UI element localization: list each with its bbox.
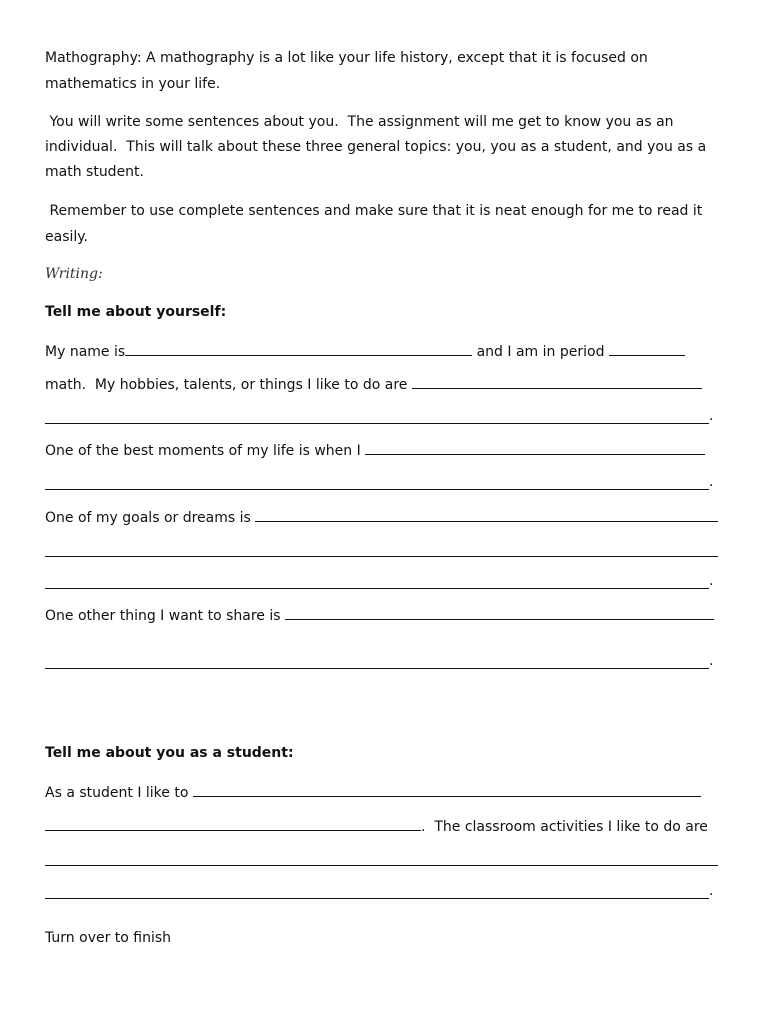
- activities-blank-1[interactable]: [45, 865, 718, 866]
- goals-continuation-blank-1[interactable]: [45, 556, 718, 557]
- activities-blank-2[interactable]: [45, 898, 709, 899]
- intro-line-4: individual. This will talk about these three general topics: you, you as a student, and you as a: [45, 139, 707, 155]
- goals-line: [45, 507, 718, 528]
- goals-prompt: One of my goals or dreams is: [45, 510, 256, 526]
- section-heading-student: Tell me about you as a student:: [45, 745, 294, 761]
- like-to-prompt: As a student I like to: [45, 785, 193, 801]
- hobbies-period: .: [709, 408, 714, 424]
- best-moment-line: [45, 440, 705, 461]
- goals-blank[interactable]: [255, 507, 718, 522]
- intro-line-7: easily.: [45, 229, 89, 245]
- period-label: and I am in period: [472, 344, 609, 360]
- name-line: [45, 341, 685, 362]
- name-prefix: My name is: [45, 344, 126, 360]
- period-blank[interactable]: [609, 341, 685, 356]
- intro-line-5: math student.: [45, 164, 144, 180]
- like-to-line: [45, 782, 701, 803]
- best-moment-blank[interactable]: [365, 440, 705, 455]
- hobbies-blank[interactable]: [412, 374, 702, 389]
- intro-line-1: Mathography: A mathography is a lot like your life history, except that it is focused on: [45, 50, 648, 66]
- other-blank[interactable]: [285, 605, 714, 620]
- activities-period: .: [709, 883, 714, 899]
- writing-heading: Writing:: [45, 266, 103, 282]
- hobbies-prompt: math. My hobbies, talents, or things I like to do are: [45, 377, 412, 393]
- other-line: [45, 605, 714, 626]
- other-prompt: One other thing I want to share is: [45, 608, 285, 624]
- hobbies-continuation-blank[interactable]: [45, 423, 709, 424]
- hobbies-line: [45, 374, 702, 395]
- other-period: .: [709, 653, 714, 669]
- like-to-blank[interactable]: [193, 782, 701, 797]
- activities-prompt: . The classroom activities I like to do are: [421, 819, 708, 835]
- activities-line: [45, 816, 708, 837]
- goals-period: .: [709, 573, 714, 589]
- name-blank[interactable]: [125, 341, 472, 356]
- goals-continuation-blank-2[interactable]: [45, 588, 709, 589]
- best-moment-continuation-blank[interactable]: [45, 489, 709, 490]
- intro-line-2: mathematics in your life.: [45, 76, 221, 92]
- turn-over-note: Turn over to finish: [45, 930, 172, 946]
- best-moment-prompt: One of the best moments of my life is when I: [45, 443, 366, 459]
- like-to-continuation-blank[interactable]: [45, 816, 421, 831]
- best-moment-period: .: [709, 474, 714, 490]
- section-heading-yourself: Tell me about yourself:: [45, 304, 227, 320]
- intro-line-3: You will write some sentences about you. The assignment will me get to know you as an: [45, 114, 674, 130]
- other-continuation-blank[interactable]: [45, 668, 709, 669]
- intro-line-6: Remember to use complete sentences and make sure that it is neat enough for me to read it: [45, 203, 703, 219]
